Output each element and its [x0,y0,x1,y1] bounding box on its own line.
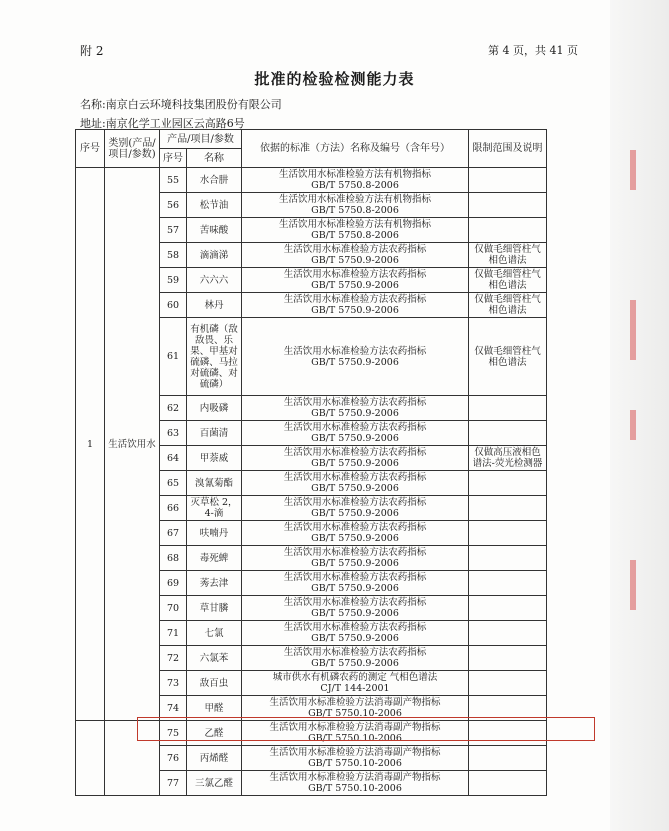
standard-name: 生活饮用水标准检验方法农药指标 [283,472,427,483]
item-name-cell: 呋喃丹 [187,521,242,546]
group-category-continued [105,721,160,796]
standard-code: GB/T 5750.9-2006 [311,433,399,444]
capability-table [75,129,547,796]
item-seq-cell: 77 [160,771,187,796]
col-header-item-name: 名称 [187,149,242,168]
item-seq-cell: 56 [160,193,187,218]
item-seq-cell: 70 [160,596,187,621]
item-name-cell: 苦味酸 [187,218,242,243]
table-row [76,721,547,746]
limit-cell [469,421,547,446]
org-name: 南京白云环境科技集团股份有限公司 [105,98,282,111]
standard-cell [242,521,469,546]
org-name-line [80,96,282,112]
standard-name: 生活饮用水标准检验方法农药指标 [283,572,427,583]
standard-cell [242,596,469,621]
standard-code: GB/T 5750.8-2006 [311,230,399,241]
standard-name: 生活饮用水标准检验方法有机物指标 [278,194,431,205]
standard-cell [242,746,469,771]
limit-cell [469,671,547,696]
item-seq-cell: 63 [160,421,187,446]
standard-name: 生活饮用水标准检验方法农药指标 [283,622,427,633]
item-seq-cell: 60 [160,293,187,318]
table-row [76,168,547,193]
standard-code: GB/T 5750.8-2006 [311,205,399,216]
standard-name: 生活饮用水标准检验方法农药指标 [283,294,427,305]
limit-cell: 仅做毛细管柱气相色谱法 [469,268,547,293]
standard-code: GB/T 5750.9-2006 [311,608,399,619]
item-name-cell: 有机磷（敌敌畏、乐果、甲基对硫磷、马拉对硫磷、对硫磷） [187,318,242,396]
standard-cell [242,696,469,721]
item-seq-cell: 74 [160,696,187,721]
limit-cell [469,696,547,721]
item-name-cell: 莠去津 [187,571,242,596]
item-name-cell: 甲萘威 [187,446,242,471]
limit-cell [469,596,547,621]
address: 南京化学工业园区云高路6号 [105,117,245,130]
standard-name: 生活饮用水标准检验方法消毒副产物指标 [269,772,441,783]
fold-red-mark [630,410,636,440]
item-seq-cell: 64 [160,446,187,471]
standard-cell [242,546,469,571]
standard-code: GB/T 5750.10-2006 [308,733,402,744]
standard-cell [242,646,469,671]
standard-name: 生活饮用水标准检验方法农药指标 [283,269,427,280]
standard-name: 生活饮用水标准检验方法消毒副产物指标 [269,697,441,708]
org-name-label: 名称: [80,98,106,111]
standard-code: GB/T 5750.9-2006 [311,558,399,569]
limit-cell: 仅做毛细管柱气相色谱法 [469,318,547,396]
item-name-cell: 七氯 [187,621,242,646]
standard-cell [242,268,469,293]
standard-code: GB/T 5750.9-2006 [311,633,399,644]
standard-cell [242,671,469,696]
limit-cell: 仅做毛细管柱气相色谱法 [469,293,547,318]
standard-code: GB/T 5750.9-2006 [311,458,399,469]
standard-cell [242,471,469,496]
standard-cell [242,421,469,446]
limit-cell [469,521,547,546]
item-name-cell: 滴滴涕 [187,243,242,268]
item-name-cell: 三氯乙醛 [187,771,242,796]
item-name-cell: 毒死蜱 [187,546,242,571]
limit-cell: 仅做高压液相色谱法-荧光检测器 [469,446,547,471]
standard-code: CJ/T 144-2001 [320,683,390,694]
item-seq-cell: 68 [160,546,187,571]
limit-cell [469,646,547,671]
standard-cell [242,496,469,521]
limit-cell [469,471,547,496]
col-header-standard: 依据的标准（方法）名称及编号（含年号） [242,130,469,168]
limit-cell [469,218,547,243]
limit-cell [469,621,547,646]
group-seq: 1 [76,168,105,721]
fold-red-mark [630,150,636,190]
standard-cell [242,243,469,268]
standard-cell [242,721,469,746]
standard-code: GB/T 5750.10-2006 [308,783,402,794]
item-seq-cell: 58 [160,243,187,268]
limit-cell [469,396,547,421]
col-header-seq: 序号 [76,130,105,168]
standard-name: 生活饮用水标准检验方法有机物指标 [278,219,431,230]
standard-code: GB/T 5750.9-2006 [311,508,399,519]
standard-code: GB/T 5750.9-2006 [311,255,399,266]
standard-code: GB/T 5750.8-2006 [311,180,399,191]
page-info: 第 4 页，共 41 页 [488,44,578,57]
standard-cell [242,446,469,471]
standard-code: GB/T 5750.9-2006 [311,408,399,419]
attachment-label: 附 2 [80,44,104,58]
standard-cell [242,571,469,596]
item-seq-cell: 75 [160,721,187,746]
standard-code: GB/T 5750.9-2006 [311,583,399,594]
item-name-cell: 乙醛 [187,721,242,746]
standard-name: 生活饮用水标准检验方法农药指标 [283,345,427,357]
standard-code: GB/T 5750.10-2006 [308,758,402,769]
standard-code: GB/T 5750.9-2006 [311,658,399,669]
item-name-cell: 敌百虫 [187,671,242,696]
document-title: 批准的检验检测能力表 [254,70,415,88]
standard-cell [242,168,469,193]
item-name-cell: 甲醛 [187,696,242,721]
item-seq-cell: 62 [160,396,187,421]
table-body [76,168,547,796]
fold-red-mark [630,300,636,360]
standard-name: 生活饮用水标准检验方法农药指标 [283,244,427,255]
limit-cell [469,496,547,521]
standard-name: 生活饮用水标准检验方法农药指标 [283,597,427,608]
standard-cell [242,193,469,218]
standard-name: 生活饮用水标准检验方法农药指标 [283,522,427,533]
standard-name: 生活饮用水标准检验方法农药指标 [283,447,427,458]
item-seq-cell: 65 [160,471,187,496]
item-name-cell: 百菌清 [187,421,242,446]
item-name-cell: 内吸磷 [187,396,242,421]
item-seq-cell: 72 [160,646,187,671]
limit-cell [469,168,547,193]
item-name-cell: 六六六 [187,268,242,293]
limit-cell [469,571,547,596]
col-header-product-group: 产品/项目/参数 [160,130,242,149]
limit-cell [469,746,547,771]
limit-cell [469,546,547,571]
standard-code: GB/T 5750.9-2006 [311,280,399,291]
standard-cell [242,293,469,318]
address-label: 地址: [80,117,106,130]
standard-cell [242,621,469,646]
item-name-cell: 林丹 [187,293,242,318]
item-seq-cell: 61 [160,318,187,396]
standard-name: 生活饮用水标准检验方法消毒副产物指标 [269,747,441,758]
item-seq-cell: 67 [160,521,187,546]
standard-name: 生活饮用水标准检验方法农药指标 [283,397,427,408]
item-name-cell: 溴氰菊酯 [187,471,242,496]
item-seq-cell: 76 [160,746,187,771]
standard-cell [242,771,469,796]
fold-red-mark [630,560,636,610]
page-fold-shadow [610,0,669,831]
standard-code: GB/T 5750.9-2006 [311,305,399,316]
standard-code: GB/T 5750.9-2006 [311,483,399,494]
item-seq-cell: 71 [160,621,187,646]
limit-cell [469,721,547,746]
standard-name: 生活饮用水标准检验方法农药指标 [283,497,427,508]
limit-cell: 仅做毛细管柱气相色谱法 [469,243,547,268]
group-category: 生活饮用水 [105,168,160,721]
group-seq-continued [76,721,105,796]
item-seq-cell: 73 [160,671,187,696]
standard-code: GB/T 5750.9-2006 [311,356,399,368]
limit-cell [469,193,547,218]
standard-cell [242,396,469,421]
item-name-cell: 松节油 [187,193,242,218]
item-name-cell: 草甘膦 [187,596,242,621]
item-seq-cell: 55 [160,168,187,193]
item-seq-cell: 59 [160,268,187,293]
item-seq-cell: 57 [160,218,187,243]
col-header-item-seq: 序号 [160,149,187,168]
standard-code: GB/T 5750.10-2006 [308,708,402,719]
limit-cell [469,771,547,796]
standard-name: 生活饮用水标准检验方法消毒副产物指标 [269,722,441,733]
standard-name: 城市供水有机磷农药的测定 气相色谱法 [272,672,438,683]
col-header-category: 类别(产品/项目/参数) [105,130,160,168]
standard-name: 生活饮用水标准检验方法农药指标 [283,647,427,658]
standard-name: 生活饮用水标准检验方法有机物指标 [278,169,431,180]
col-header-limit: 限制范围及说明 [469,130,547,168]
item-seq-cell: 66 [160,496,187,521]
item-name-cell: 灭草松 2，4-滴 [187,496,242,521]
item-name-cell: 六氯苯 [187,646,242,671]
standard-code: GB/T 5750.9-2006 [311,533,399,544]
standard-name: 生活饮用水标准检验方法农药指标 [283,422,427,433]
standard-cell [242,218,469,243]
item-seq-cell: 69 [160,571,187,596]
item-name-cell: 水合肼 [187,168,242,193]
standard-name: 生活饮用水标准检验方法农药指标 [283,547,427,558]
standard-cell [242,318,469,396]
item-name-cell: 丙烯醛 [187,746,242,771]
